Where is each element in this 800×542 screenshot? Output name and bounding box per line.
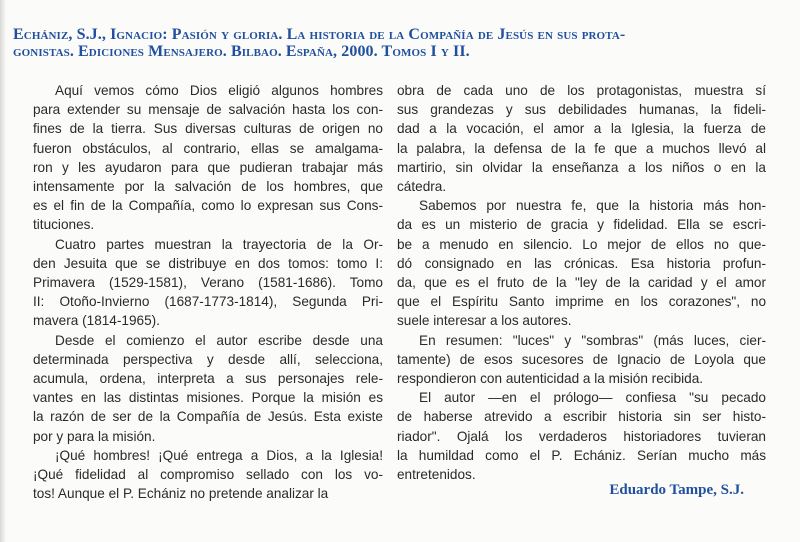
paragraph [33,235,383,331]
book-citation-header [13,26,765,60]
text-line: fines de la tierra. Sus diversas culturas de origen no [33,121,383,137]
text-line: II: Otoño-Invierno (1687-1773-1814), Segunda Pri- [33,294,383,310]
text-line: suele interesar a los autores. [397,313,572,329]
text-line: tituciones. [33,217,95,233]
paragraph [397,81,766,196]
text-line: dad a la vocación, el amor a la Iglesia, la fuerza de [397,121,766,137]
text-line: be a menudo en silencio. Lo mejor de ellos no que- [397,236,766,252]
text-line: da, que es el fruto de la "ley de la caridad y el amor [397,275,766,291]
text-line: dó consignado en las crónicas. Esa historia profun- [397,255,766,271]
text-line: den Jesuita que se distribuye en dos tomos: tomo I: [33,255,383,271]
text-line: Primavera (1529-1581), Verano (1581-1686). Tomo [33,275,383,291]
text-line: Sabemos por nuestra fe, que la historia más hon- [419,198,766,214]
citation-line-1: Echániz, S.J., Ignacio: Pasión y gloria. La historia de la Compañía de Jesús en sus prota- [13,26,626,43]
text-line: fueron obstáculos, al contrario, ellas se amalgama- [33,140,383,156]
text-line: da es un misterio de gracia y fidelidad. Ella se escri- [397,217,766,233]
citation-line-2: gonistas. Ediciones Mensajero. Bilbao. España, 2000. Tomos I y II. [13,43,470,60]
text-line: intensamente por la salvación de los hombres, que [33,179,383,195]
text-line: Aquí vemos cómo Dios eligió algunos hombres [55,83,383,98]
text-line: El autor —en el prólogo— confiesa "su pecado [419,390,766,406]
review-column-right [397,81,766,484]
text-line: Desde el comienzo el autor escribe desde una [55,332,383,348]
paragraph [33,81,383,235]
text-line: riador". Ojalá los verdaderos historiadores tuvieran [397,428,766,444]
paragraph [397,388,766,484]
text-line: ¡Qué hombres! ¡Qué entrega a Dios, a la Iglesia! [55,447,383,463]
text-line: la humildad como el P. Echániz. Serían mucho más [397,447,766,463]
reviewer-signature: Eduardo Tampe, S.J. [609,482,744,498]
text-line: Cuatro partes muestran la trayectoria de la Or- [55,236,383,252]
text-line: martirio, sin olvidar la enseñanza a los niños o en la [397,159,766,175]
text-line: respondieron con autenticidad a la misión recibida. [397,371,704,387]
text-line: tos! Aunque el P. Echániz no pretende analizar la [33,486,329,502]
text-line: la razón de ser de la Compañía de Jesús. Esta existe [33,409,383,425]
scan-edge-shadow [0,0,6,542]
review-column-left [33,81,383,503]
text-line: acumula, ordena, interpreta a sus personajes rele- [33,371,383,387]
text-line: por y para la misión. [33,428,156,444]
text-line: obra de cada uno de los protagonistas, muestra sí [397,83,766,98]
text-line: tamente) de esos sucesores de Ignacio de Loyola que [397,351,766,367]
text-line: de haberse atrevido a escribir historia sin ser histo- [397,409,766,425]
paragraph [33,331,383,446]
text-line: entretenidos. [397,467,476,483]
paragraph [397,196,766,330]
text-line: ¡Qué fidelidad al compromiso sellado con los vo- [33,467,383,483]
text-line: para extender su mensaje de salvación hasta los con- [33,102,383,118]
text-line: ron y les ayudaron para que pudieran trabajar más [33,159,383,175]
text-line: que el Espíritu Santo imprime en los corazones", no [397,294,766,310]
text-line: determinada perspectiva y desde allí, selecciona, [33,351,383,367]
paragraph [397,331,766,389]
text-line: mavera (1814-1965). [33,313,160,329]
text-line: sus grandezas y sus debilidades humanas, la fideli- [397,102,766,118]
text-line: En resumen: "luces" y "sombras" (más luces, cier- [419,332,766,348]
paragraph [33,446,383,504]
text-line: vantes en las distintas misiones. Porque la misión es [33,390,383,406]
text-line: es el fin de la Compañía, como lo expresan sus Cons- [33,198,383,214]
text-line: cátedra. [397,179,447,195]
text-line: la palabra, la defensa de la fe que a muchos llevó al [397,140,766,156]
